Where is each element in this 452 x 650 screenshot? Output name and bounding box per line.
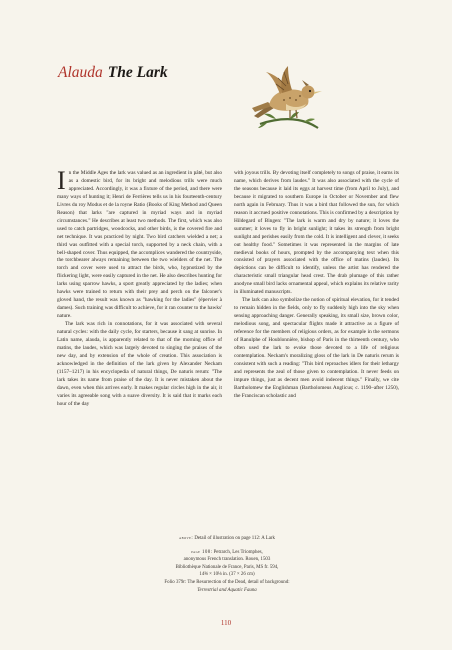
paragraph: The lark can also symbolize the notion of spiritual elevation, for it tended to remain hidden in the fields, only to fly suddenly high into the sky when sensing approaching danger. Generally speaking, its small size, brown color, melodious song, and spectacular flights made it attractive as a figure of reference for the members of religious orders, as for example in the sermons of Ranulphe of Houblonnière, bishop of Paris in the thirteenth century, who often used the lark to evoke those devoted to a life of religious contemplation. Neckam's moralizing gloss of the lark in De naturis rerum is consistent with such a reading: "This bird reproaches idlers for their lethargy and represents the zeal of those given to contemplation. It never feeds on impure things, just as decent men avoid indecent things." Finally, we cite Bartholomew the Englishman (Bartholomeus Anglicus; c. 1190–after 1250), the Franciscan scholastic and <box>234 297 399 399</box>
english-title: The Lark <box>107 64 168 81</box>
caption-above <box>114 535 340 543</box>
image-captions <box>114 535 340 600</box>
drop-cap: I <box>57 170 66 195</box>
caption-page-108 <box>114 549 340 595</box>
text-column-left <box>57 170 222 532</box>
text-column-right <box>234 170 399 532</box>
lark-bird-illustration-icon <box>246 58 330 142</box>
caption-line: Terrestrial and Aquatic Fauna <box>197 587 257 593</box>
caption-line: anonymous French translation. Rouen, 1503 <box>183 557 271 563</box>
caption-line: Folio 379r: The Resurrection of the Dead, detail of background: <box>164 579 290 585</box>
latin-title: Alauda <box>58 64 103 81</box>
paragraph <box>57 170 222 321</box>
caption-label: page 108: <box>191 549 213 555</box>
article-body <box>57 170 399 532</box>
page-number: 110 <box>220 619 232 627</box>
paragraph: The lark was rich in connotations, for it was associated with several natural cycles: with the daily cycle, for starters, because it sang at sunrise. In Latin name, alauda, is apparently related to that of the morning office of matins, the laudes, which was largely devoted to singing the praises of the new day, and by extension of the whole of creation. This association is acknowledged in the definition of the lark given by Alexander Neckam (1157–1217) in his encyclopedia of natural things, De naturis rerum: "The lark takes its name from praise of the day. It is never mistaken about the dawn, even when this arrives early. It makes regular circles high in the air, it varies its agreeable song with a suave diversity. It is said that it marks each hour of the day <box>57 321 222 407</box>
caption-line: 14⅝ × 10⅛ in. (37 × 26 cm) <box>199 572 255 578</box>
page-title <box>58 64 168 82</box>
caption-line: Bibliothèque Nationale de France, Paris, MS fr. 594, <box>175 564 279 570</box>
paragraph-text: n the Middle Ages the lark was valued as an ingredient in pâté, but also as a domestic bird, for its bright and melodious trills were much appreciated. Accordingly, it was a fixture of the period, and there were many ways of hunting it; Henri de Ferrières tells us in his fourteenth-century Livres du roy Modus et de la royne Ratio (Books of King Method and Queen Reason) that larks "are captured in myriad ways and in myriad circumstances." He describes at least two methods. The first, which was also used to catch partridges, woodcocks, and other birds, is the covered fire and net technique. It was practiced by night. Two bird catchers wielded a net; a third was outfitted with a special torch, supported by a neck chain, with a bell-shaped cover. Thus equipped, the accomplices wandered the countryside, the torchbearer always remaining between the two wielders of the net. The torch and cover were used to attract the birds, who, hypnotized by the flickering light, were easily captured in the net. He also describes hunting for larks using sparrow hawks, a sport greatly appreciated by the ladies; when hawks were trained to return with their prey and perch on the falconer's gloved hand, the result was known as "hawking for the ladies" (épervier à dames). Such training was difficult to achieve, for it ran counter to the hawks' nature. <box>57 170 222 320</box>
caption-line: Petrarch, Les Triomphes, <box>213 549 263 555</box>
caption-label: above: <box>179 536 194 541</box>
paragraph: with joyous trills. By devoting itself completely to songs of praise, it earns its name, which derives from laudes." It was also associated with the cycle of the seasons because it laid its eggs at harvest time (from April to July), and because it migrated to southern Europe in October or November and flew north again in February. Thus it was a bird that followed the sun, for which reason it accrued positive connotations. This is confirmed by a description by Hildegard of Bingen: "The lark is warm and dry by nature; it loves the summer; it loves to fly in bright sunlight; it takes its strength from bright sunlight and perishes easily from the cold. It is intelligent and clever, it seeks out healthy food." Sometimes it was represented in the margins of late medieval books of hours, prompted by the accompanying text when this consisted of prayers associated with the office of matins (laudes). Its depictions can be difficult to identify, unless the artist has rendered the characteristic small triangular head crest. The drab plumage of this rather anodyne small bird lacks ornamental appeal, which explains its relative rarity in illuminated manuscripts. <box>234 170 399 296</box>
caption-text: Detail of illustration on page 112: A Lark <box>194 536 275 541</box>
